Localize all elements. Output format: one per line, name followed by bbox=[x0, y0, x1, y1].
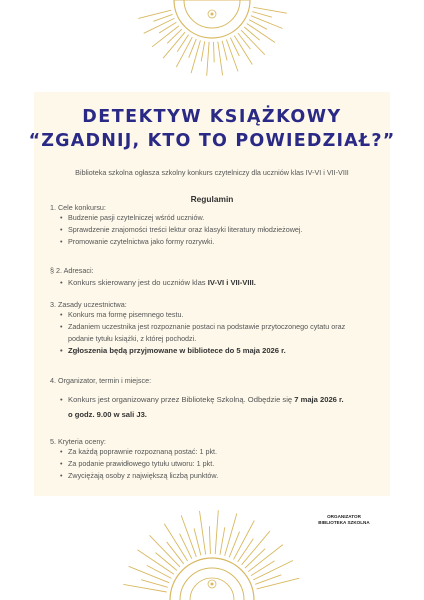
list-item: • Zwyciężają osoby z największą liczbą punktów. bbox=[60, 470, 218, 482]
section-1-heading: 1. Cele konkursu: bbox=[50, 203, 106, 212]
ray-line bbox=[167, 29, 182, 43]
ray-line bbox=[226, 40, 238, 72]
task-line-2: podanie tytułu książki, z której pochodzi. bbox=[68, 334, 197, 343]
intro-text: Biblioteka szkolna ogłasza szkolny konkurs czytelniczy dla uczniów klas IV-VI i VII-VIII bbox=[75, 168, 349, 177]
ray-line bbox=[252, 12, 272, 18]
ray-line bbox=[257, 578, 300, 589]
list-item: • Promowanie czytelnictwa jako formy rozrywki. bbox=[60, 236, 302, 248]
ray-line bbox=[177, 35, 188, 52]
organizer-label bbox=[304, 514, 384, 526]
list-item bbox=[60, 321, 345, 345]
list-item: • Za podanie prawidłowego tytułu utworu: 1 pkt. bbox=[60, 458, 218, 470]
ray-line bbox=[159, 22, 176, 33]
title-line-2: “ZGADNIJ, KTO TO POWIEDZIAŁ?” bbox=[28, 131, 396, 151]
ray-line bbox=[156, 553, 177, 571]
section-5-heading: 5. Kryteria oceny: bbox=[50, 437, 106, 446]
list-item: • Za każdą poprawnie rozpoznaną postać: 1 pkt. bbox=[60, 446, 218, 458]
ray-line bbox=[218, 42, 223, 76]
event-date: 7 maja 2026 r. bbox=[294, 395, 344, 404]
organizer-line-2: BIBLIOTEKA SZKOLNA bbox=[318, 520, 370, 525]
ray-line bbox=[147, 565, 172, 578]
ray-line bbox=[253, 7, 286, 13]
ray-line bbox=[238, 33, 251, 49]
list-item: • Konkurs ma formę pisemnego testu. bbox=[60, 309, 345, 321]
ray-line bbox=[207, 42, 209, 76]
list-item: • Zgłoszenia będą przyjmowane w bibliotece do 5 maja 2026 r. bbox=[60, 345, 345, 357]
ray-line bbox=[238, 539, 254, 562]
ray-line bbox=[245, 549, 265, 568]
organizer-text: Konkurs jest organizowany przez Bibliotekę Szkolną. Odbędzie się bbox=[68, 395, 295, 404]
event-time-room: o godz. 9.00 w sali J3. bbox=[68, 409, 147, 419]
ray-line bbox=[214, 42, 215, 62]
ray-line bbox=[222, 41, 227, 61]
list-item bbox=[60, 393, 344, 422]
section-1-list bbox=[60, 212, 302, 248]
section-5-list bbox=[60, 446, 218, 482]
ray-line bbox=[255, 575, 281, 585]
content-panel bbox=[34, 92, 390, 496]
section-4-heading: 4. Organizator, termin i miejsce: bbox=[50, 376, 152, 385]
adresaci-classes: IV-VI i VII-VIII. bbox=[207, 278, 256, 287]
section-3-heading: 3. Zasady uczestnictwa: bbox=[50, 300, 127, 309]
organizer-line-1: ORGANIZATOR bbox=[327, 514, 361, 519]
list-item: • Budzenie pasji czytelniczej wśród uczniów. bbox=[60, 212, 302, 224]
ray-line bbox=[194, 528, 201, 555]
task-line-1: Zadaniem uczestnika jest rozpoznanie postaci na podstawie przytoczonego cytatu oraz bbox=[68, 322, 346, 331]
section-2-heading: § 2. Adresaci: bbox=[50, 266, 94, 275]
sunburst-bottom-icon bbox=[112, 508, 312, 600]
ray-line bbox=[251, 561, 275, 576]
ray-line bbox=[209, 526, 210, 554]
ray-line bbox=[180, 534, 192, 559]
section-2-list bbox=[60, 276, 256, 291]
title-line-1: DETEKTYW KSIĄŻKOWY bbox=[82, 107, 342, 127]
ray-line bbox=[167, 542, 184, 564]
ray-line bbox=[181, 515, 196, 556]
ray-line bbox=[200, 511, 206, 555]
ray-line bbox=[244, 27, 260, 40]
ray-line bbox=[191, 40, 200, 73]
ray-line bbox=[150, 535, 181, 567]
regulamin-heading: Regulamin bbox=[190, 194, 234, 204]
sunburst-top-icon bbox=[112, 0, 312, 78]
list-item: • Sprawdzenie znajomości treści lektur oraz klasyki literatury młodzieżowej. bbox=[60, 224, 302, 236]
ray-line bbox=[201, 41, 205, 61]
ray-line bbox=[225, 514, 237, 556]
ray-line bbox=[144, 18, 175, 33]
section-4-list bbox=[60, 393, 344, 422]
ray-line bbox=[138, 10, 171, 18]
ray-line bbox=[215, 510, 218, 554]
list-item bbox=[60, 276, 256, 291]
section-3-list bbox=[60, 309, 345, 357]
adresaci-text: Konkurs skierowany jest do uczniów klas bbox=[68, 278, 208, 287]
ray-line bbox=[220, 527, 225, 554]
ray-line bbox=[137, 550, 174, 575]
ray-line bbox=[251, 16, 283, 29]
